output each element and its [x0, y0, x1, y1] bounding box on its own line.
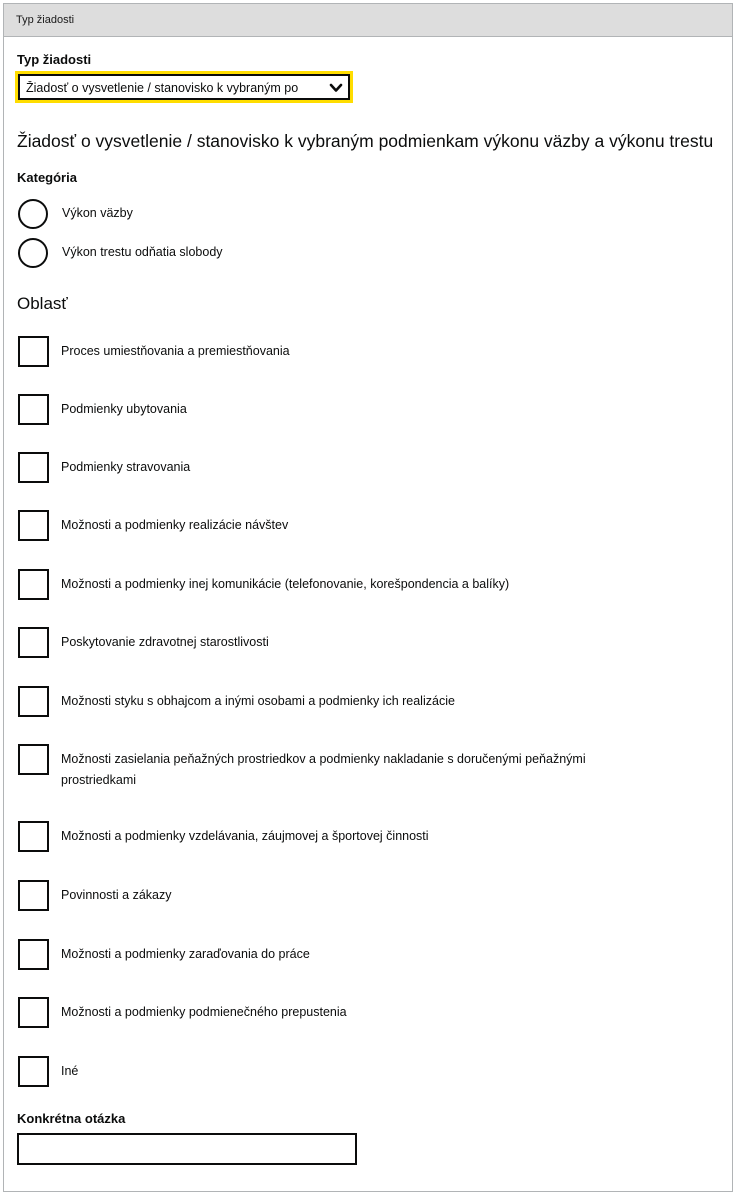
- checkbox-area-1[interactable]: [18, 336, 49, 367]
- checkbox-area-13[interactable]: [18, 1056, 49, 1087]
- checkbox-label-area-4: Možnosti a podmienky realizácie návštev: [61, 518, 289, 532]
- checkbox-label-area-5: Možnosti a podmienky inej komunikácie (telefonovanie, korešpondencia a balíky): [61, 577, 510, 591]
- request-type-select[interactable]: [15, 71, 353, 103]
- checkbox-area-4[interactable]: [18, 510, 49, 541]
- checkbox-label-area-10: Povinnosti a zákazy: [61, 888, 172, 902]
- checkbox-area-8[interactable]: [18, 744, 49, 775]
- checkbox-label-area-1: Proces umiestňovania a premiestňovania: [61, 344, 290, 358]
- radio-label-vykon-vazby: Výkon väzby: [62, 206, 133, 220]
- question-input[interactable]: [17, 1133, 357, 1165]
- checkbox-label-area-9: Možnosti a podmienky vzdelávania, záujmovej a športovej činnosti: [61, 829, 429, 843]
- checkbox-area-6[interactable]: [18, 627, 49, 658]
- checkbox-label-area-7: Možnosti styku s obhajcom a inými osobami a podmienky ich realizácie: [61, 694, 455, 708]
- area-title: Oblasť: [17, 294, 68, 313]
- checkbox-area-3[interactable]: [18, 452, 49, 483]
- checkbox-area-11[interactable]: [18, 939, 49, 970]
- checkbox-label-area-13: Iné: [61, 1064, 79, 1078]
- checkbox-area-5[interactable]: [18, 569, 49, 600]
- request-type-heading: Žiadosť o vysvetlenie / stanovisko k vybraným podmienkam výkonu väzby a výkonu trestu: [17, 131, 714, 151]
- question-label: Konkrétna otázka: [17, 1111, 126, 1126]
- checkbox-label-area-3: Podmienky stravovania: [61, 460, 191, 474]
- request-type-select-border: [18, 74, 350, 100]
- chevron-down-icon: [329, 81, 343, 95]
- radio-label-vykon-trestu: Výkon trestu odňatia slobody: [62, 245, 223, 259]
- checkbox-area-9[interactable]: [18, 821, 49, 852]
- checkbox-label-area-2: Podmienky ubytovania: [61, 402, 187, 416]
- checkbox-area-7[interactable]: [18, 686, 49, 717]
- checkbox-area-12[interactable]: [18, 997, 49, 1028]
- checkbox-label-area-6: Poskytovanie zdravotnej starostlivosti: [61, 635, 269, 649]
- radio-vykon-trestu[interactable]: [18, 238, 48, 268]
- checkbox-area-10[interactable]: [18, 880, 49, 911]
- checkbox-label-area-12: Možnosti a podmienky podmienečného prepustenia: [61, 1005, 347, 1019]
- request-type-selected-value: Žiadosť o vysvetlenie / stanovisko k vybraným po: [26, 81, 299, 95]
- checkbox-label-area-11: Možnosti a podmienky zaraďovania do práce: [61, 947, 310, 961]
- radio-vykon-vazby[interactable]: [18, 199, 48, 229]
- category-label: Kategória: [17, 170, 77, 185]
- request-type-label: Typ žiadosti: [17, 52, 92, 67]
- checkbox-area-2[interactable]: [18, 394, 49, 425]
- panel-header: Typ žiadosti: [4, 4, 732, 37]
- checkbox-label-area-8: Možnosti zasielania peňažných prostriedkov a podmienky nakladanie s doručenými peňažnými prostriedkami: [61, 752, 586, 787]
